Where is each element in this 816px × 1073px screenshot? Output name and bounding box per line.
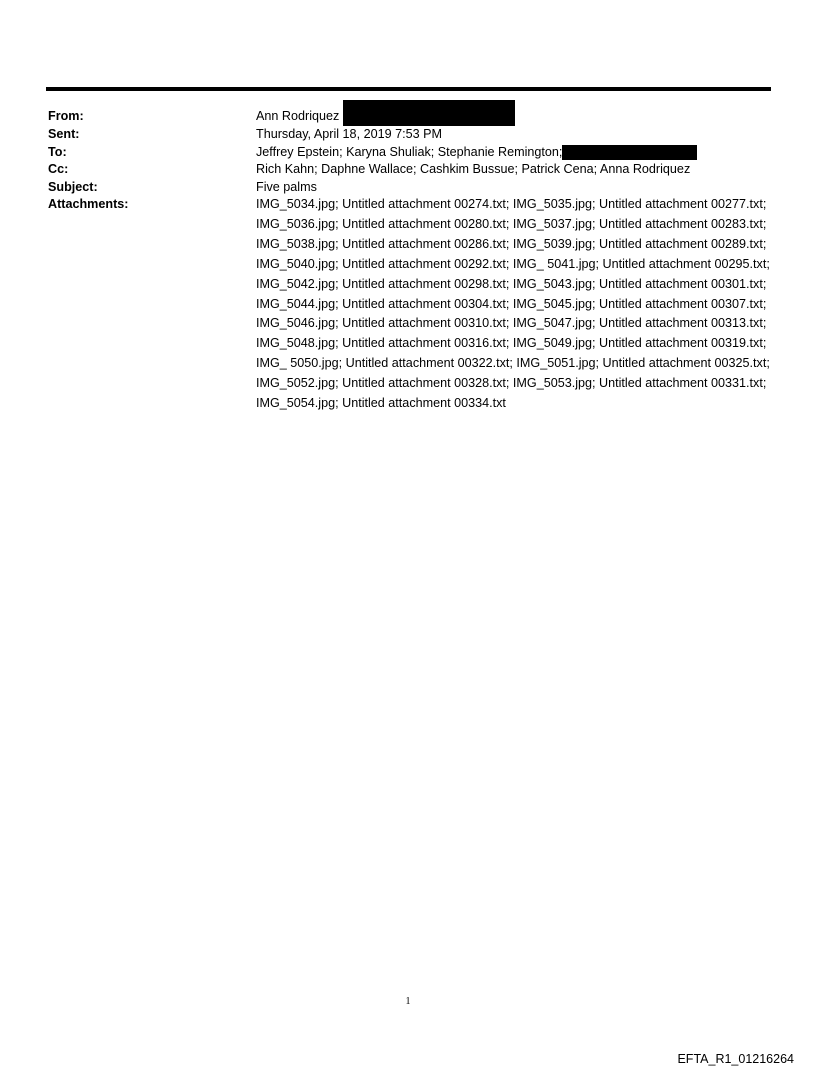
to-label: To: xyxy=(48,144,67,159)
attachments-row xyxy=(48,196,773,414)
from-value: Ann Rodriquez xyxy=(256,109,340,123)
header-divider xyxy=(46,87,771,91)
subject-label: Subject: xyxy=(48,179,98,194)
cc-value: Rich Kahn; Daphne Wallace; Cashkim Bussue; Patrick Cena; Anna Rodriquez xyxy=(256,162,691,176)
redaction-box xyxy=(562,145,697,160)
attachments-value: IMG_5034.jpg; Untitled attachment 00274.txt; IMG_5035.jpg; Untitled attachment 00277.txt; IMG_5036.jpg; Untitled attachment 00280.txt; IMG_5037.jpg; Untitled attachment 00283.txt; IMG_5038.jpg; Untitled attachment 00286.txt; IMG_5039.jpg; Untitled attachment 00289.txt; IMG_5040.jpg; Untitled attachment 00292.txt; IMG_ 5041.jpg; Untitled attachment 00295.txt; IMG_5042.jpg; Untitled attachment 00298.txt; IMG_5043.jpg; Untitled attachment 00301.txt; IMG_5044.jpg; Untitled attachment 00304.txt; IMG_5045.jpg; Untitled attachment 00307.txt; IMG_5046.jpg; Untitled attachment 00310.txt; IMG_5047.jpg; Untitled attachment 00313.txt; IMG_5048.jpg; Untitled attachment 00316.txt; IMG_5049.jpg; Untitled attachment 00319.txt; IMG_ 5050.jpg; Untitled attachment 00322.txt; IMG_5051.jpg; Untitled attachment 00325.txt; IMG_5052.jpg; Untitled attachment 00328.txt; IMG_5053.jpg; Untitled attachment 00331.txt; IMG_5054.jpg; Untitled attachment 00334.txt xyxy=(256,197,770,411)
to-row xyxy=(48,144,773,162)
subject-value: Five palms xyxy=(256,179,317,194)
cc-row xyxy=(48,161,773,179)
email-header xyxy=(48,108,773,414)
page-number: 1 xyxy=(405,996,411,1007)
attachments-label: Attachments: xyxy=(48,197,129,211)
redaction-box xyxy=(343,100,515,126)
from-label: From: xyxy=(48,109,84,123)
to-value: Jeffrey Epstein; Karyna Shuliak; Stephanie Remington; xyxy=(256,144,563,159)
sent-value: Thursday, April 18, 2019 7:53 PM xyxy=(256,127,442,141)
document-id: EFTA_R1_01216264 xyxy=(677,1052,794,1066)
sent-row xyxy=(48,126,773,144)
from-row xyxy=(48,108,773,126)
cc-label: Cc: xyxy=(48,162,69,176)
sent-label: Sent: xyxy=(48,127,80,141)
subject-row xyxy=(48,179,773,197)
